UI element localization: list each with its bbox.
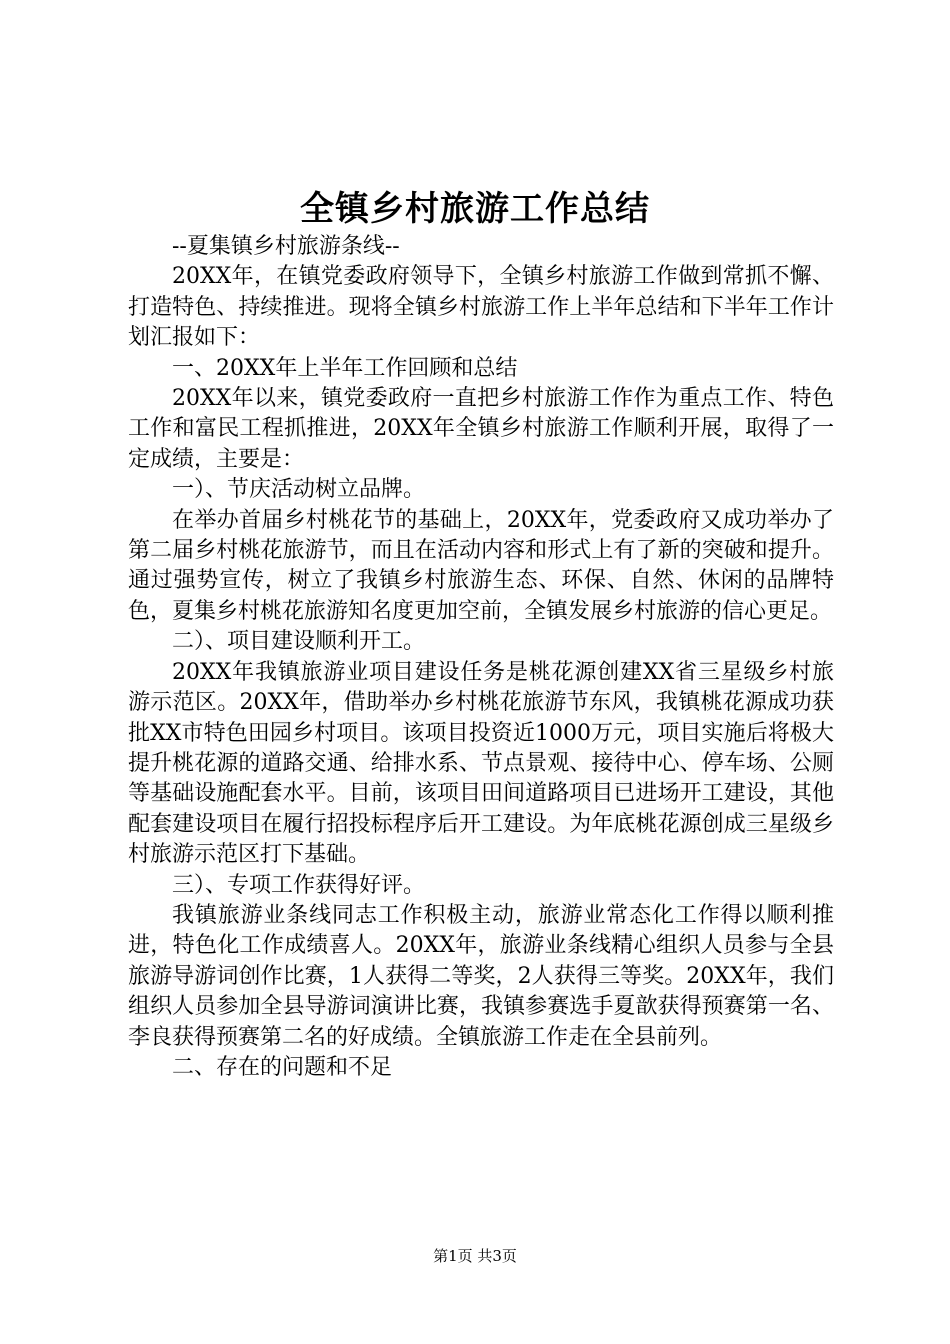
review-paragraph: 20XX年以来，镇党委政府一直把乡村旅游工作作为重点工作、特色工作和富民工程抓推进，20XX年全镇乡村旅游工作顺利开展，取得了一定成绩，主要是： xyxy=(128,386,834,472)
page-number-footer: 第1页 共3页 xyxy=(433,1247,517,1265)
special-work-paragraph: 我镇旅游业条线同志工作积极主动，旅游业常态化工作得以顺利推进，特色化工作成绩喜人。20XX年，旅游业条线精心组织人员参与全县旅游导游词创作比赛，1人获得二等奖，2人获得三等奖。20XX年，我们组织人员参加全县导游词演讲比赛，我镇参赛选手夏歆获得预赛第一名、李良获得预赛第二名的好成绩。全镇旅游工作走在全县前列。 xyxy=(128,902,834,1050)
subtitle-line: --夏集镇乡村旅游条线-- xyxy=(172,234,400,259)
section-heading-problems: 二、存在的问题和不足 xyxy=(172,1054,393,1080)
subheading-project: 二）、项目建设顺利开工。 xyxy=(172,629,426,655)
festival-paragraph: 在举办首届乡村桃花节的基础上，20XX年，党委政府又成功举办了第二届乡村桃花旅游节，而且在活动内容和形式上有了新的突破和提升。通过强势宣传，树立了我镇乡村旅游生态、环保、自然、休闲的品牌特色，夏集乡村桃花旅游知名度更加空前，全镇发展乡村旅游的信心更足。 xyxy=(128,507,834,624)
subheading-special-work: 三）、专项工作获得好评。 xyxy=(172,872,426,898)
project-paragraph: 20XX年我镇旅游业项目建设任务是桃花源创建XX省三星级乡村旅游示范区。20XX年，借助举办乡村桃花旅游节东风，我镇桃花源成功获批XX市特色田园乡村项目。该项目投资近1000万元，项目实施后将极大提升桃花源的道路交通、给排水系、节点景观、接待中心、停车场、公厕等基础设施配套水平。目前，该项目田间道路项目已进场开工建设，其他配套建设项目在履行招投标程序后开工建设。为年底桃花源创成三星级乡村旅游示范区打下基础。 xyxy=(128,659,834,868)
subheading-festival: 一）、节庆活动树立品牌。 xyxy=(172,477,426,503)
document-body xyxy=(128,232,834,1083)
document-title: 全镇乡村旅游工作总结 xyxy=(300,189,650,229)
intro-paragraph: 20XX年，在镇党委政府领导下，全镇乡村旅游工作做到常抓不懈、打造特色、持续推进。现将全镇乡村旅游工作上半年总结和下半年工作计划汇报如下： xyxy=(128,264,834,351)
section-heading-review: 一、20XX年上半年工作回顾和总结 xyxy=(172,355,518,381)
